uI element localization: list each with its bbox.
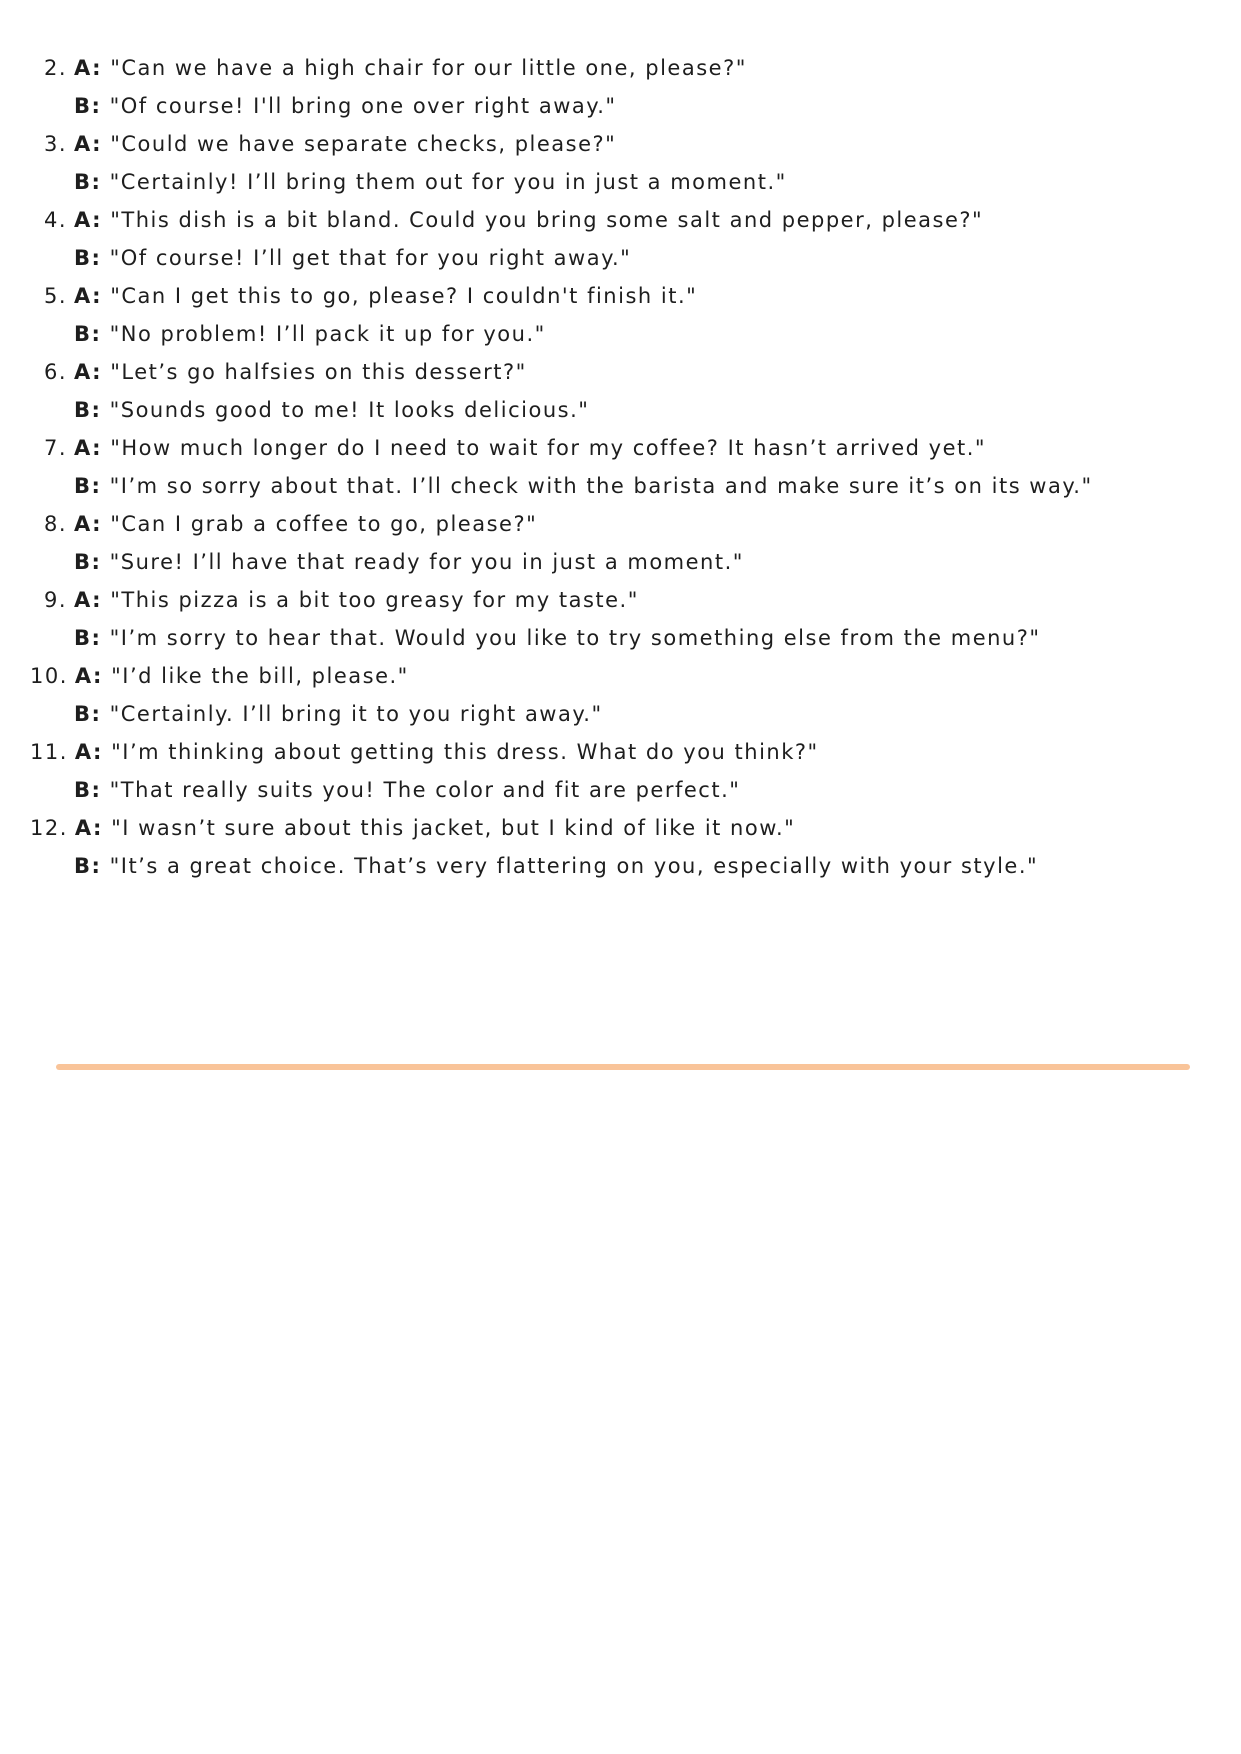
dialogue-item — [30, 201, 1142, 277]
speaker-b-text: "Sounds good to me! It looks delicious." — [109, 398, 590, 422]
utterance-b — [74, 391, 1142, 429]
utterance-a — [74, 201, 1142, 239]
dialogue-item — [30, 505, 1142, 581]
speaker-b-text: "Of course! I'll bring one over right away." — [109, 94, 617, 118]
item-number: 12. — [30, 816, 68, 840]
dialogue-item — [30, 657, 1142, 733]
speaker-b-label: B: — [74, 474, 102, 498]
speaker-b-text: "No problem! I’ll pack it up for you." — [109, 322, 546, 346]
utterance-b — [74, 619, 1142, 657]
speaker-a-label: A: — [74, 740, 103, 764]
speaker-b-label: B: — [74, 778, 102, 802]
dialogue-item — [30, 277, 1142, 353]
item-number: 2. — [43, 56, 67, 80]
dialogue-line-a — [30, 125, 1142, 163]
item-number: 10. — [30, 664, 68, 688]
item-number: 4. — [43, 208, 67, 232]
utterance-a — [74, 49, 1142, 87]
dialogue-line-b — [30, 695, 1142, 733]
dialogue-line-b — [30, 163, 1142, 201]
speaker-b-label: B: — [74, 322, 102, 346]
utterance-a — [74, 505, 1142, 543]
utterance-a — [74, 125, 1142, 163]
speaker-b-text: "That really suits you! The color and fit are perfect." — [109, 778, 741, 802]
dialogue-item — [30, 125, 1142, 201]
speaker-b-label: B: — [74, 398, 102, 422]
dialogue-line-b — [30, 87, 1142, 125]
speaker-a-text: "Could we have separate checks, please?" — [110, 132, 617, 156]
speaker-b-text: "Certainly. I’ll bring it to you right away." — [109, 702, 603, 726]
dialogue-line-a — [30, 429, 1142, 467]
speaker-a-label: A: — [74, 512, 103, 536]
dialogue-item — [30, 49, 1142, 125]
utterance-a — [74, 581, 1142, 619]
utterance-b — [74, 543, 1142, 581]
speaker-b-label: B: — [74, 246, 102, 270]
speaker-b-text: "It’s a great choice. That’s very flattering on you, especially with your style." — [109, 854, 1039, 878]
speaker-b-text: "Certainly! I’ll bring them out for you in just a moment." — [109, 170, 787, 194]
dialogue-line-b — [30, 467, 1142, 505]
speaker-a-text: "I’m thinking about getting this dress. What do you think?" — [111, 740, 819, 764]
speaker-a-label: A: — [74, 360, 103, 384]
speaker-a-label: A: — [74, 56, 103, 80]
speaker-a-text: "Can I get this to go, please? I couldn't finish it." — [110, 284, 698, 308]
speaker-a-label: A: — [74, 588, 103, 612]
speaker-b-label: B: — [74, 170, 102, 194]
item-number: 11. — [30, 740, 68, 764]
speaker-a-text: "Can we have a high chair for our little one, please?" — [110, 56, 747, 80]
speaker-a-text: "I wasn’t sure about this jacket, but I kind of like it now." — [111, 816, 796, 840]
item-number: 5. — [43, 284, 67, 308]
speaker-b-label: B: — [74, 854, 102, 878]
utterance-b — [74, 467, 1142, 505]
utterance-b — [74, 239, 1142, 277]
speaker-a-label: A: — [74, 132, 103, 156]
dialogue-line-b — [30, 771, 1142, 809]
speaker-b-label: B: — [74, 626, 102, 650]
dialogue-line-b — [30, 391, 1142, 429]
speaker-a-label: A: — [74, 436, 103, 460]
speaker-a-text: "This dish is a bit bland. Could you bring some salt and pepper, please?" — [110, 208, 984, 232]
item-number: 6. — [43, 360, 67, 384]
speaker-a-label: A: — [74, 208, 103, 232]
utterance-b — [74, 771, 1142, 809]
speaker-a-label: A: — [74, 664, 103, 688]
speaker-b-text: "I’m sorry to hear that. Would you like to try something else from the menu?" — [109, 626, 1041, 650]
dialogue-line-a — [30, 49, 1142, 87]
speaker-b-label: B: — [74, 550, 102, 574]
dialogue-line-b — [30, 239, 1142, 277]
dialogue-line-a — [30, 657, 1142, 695]
dialogue-item — [30, 581, 1142, 657]
item-number: 7. — [43, 436, 67, 460]
dialogue-line-a — [30, 277, 1142, 315]
dialogue-line-b — [30, 543, 1142, 581]
utterance-b — [74, 87, 1142, 125]
item-number: 9. — [43, 588, 67, 612]
utterance-a — [74, 429, 1142, 467]
utterance-a — [74, 277, 1142, 315]
dialogue-line-b — [30, 315, 1142, 353]
utterance-a — [75, 733, 1142, 771]
utterance-a — [74, 353, 1142, 391]
item-number: 3. — [43, 132, 67, 156]
speaker-a-text: "Let’s go halfsies on this dessert?" — [110, 360, 527, 384]
dialogue-item — [30, 733, 1142, 809]
utterance-b — [74, 315, 1142, 353]
dialogue-line-b — [30, 619, 1142, 657]
dialogue-line-a — [30, 505, 1142, 543]
utterance-b — [74, 847, 1142, 885]
speaker-a-label: A: — [74, 816, 103, 840]
speaker-b-text: "Sure! I’ll have that ready for you in just a moment." — [109, 550, 744, 574]
item-number: 8. — [43, 512, 67, 536]
dialogue-item — [30, 429, 1142, 505]
dialogue-item — [30, 809, 1142, 885]
dialogue-line-a — [30, 809, 1142, 847]
utterance-a — [75, 657, 1142, 695]
dialogue-line-a — [30, 733, 1142, 771]
section-divider-line — [56, 1064, 1190, 1070]
speaker-b-label: B: — [74, 702, 102, 726]
speaker-a-text: "I’d like the bill, please." — [111, 664, 409, 688]
speaker-b-text: "I’m so sorry about that. I’ll check with the barista and make sure it’s on its way." — [109, 474, 1093, 498]
speaker-a-text: "How much longer do I need to wait for my coffee? It hasn’t arrived yet." — [110, 436, 987, 460]
utterance-b — [74, 695, 1142, 733]
utterance-a — [75, 809, 1142, 847]
dialogue-line-a — [30, 353, 1142, 391]
utterance-b — [74, 163, 1142, 201]
dialogue-item — [30, 353, 1142, 429]
dialogue-line-b — [30, 847, 1142, 885]
speaker-b-text: "Of course! I’ll get that for you right away." — [109, 246, 632, 270]
speaker-a-text: "Can I grab a coffee to go, please?" — [110, 512, 538, 536]
speaker-a-text: "This pizza is a bit too greasy for my taste." — [110, 588, 639, 612]
dialogue-line-a — [30, 201, 1142, 239]
speaker-b-label: B: — [74, 94, 102, 118]
dialogue-line-a — [30, 581, 1142, 619]
speaker-a-label: A: — [74, 284, 103, 308]
